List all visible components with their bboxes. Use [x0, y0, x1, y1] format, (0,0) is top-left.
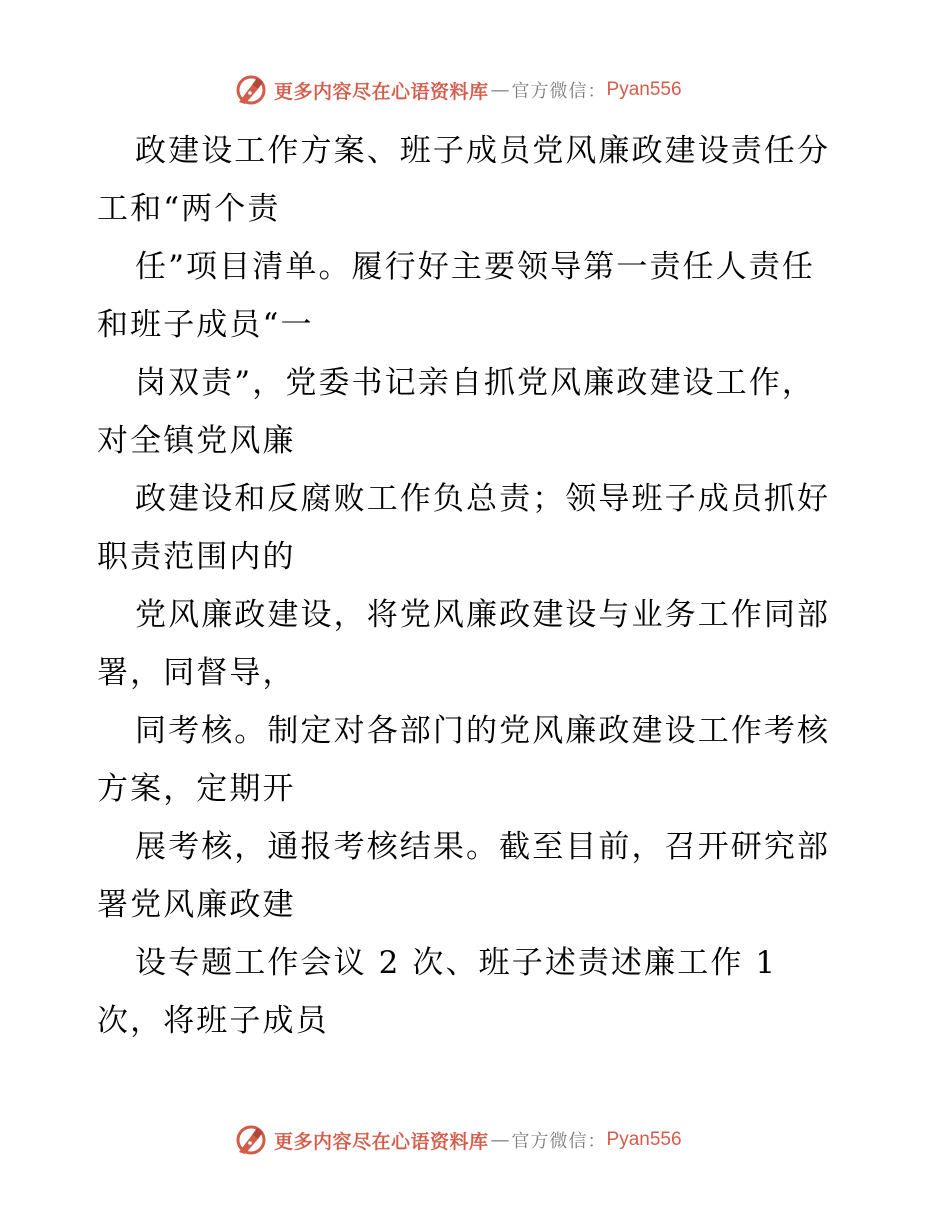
text-line: 岗双责”，党委书记亲自抓党风廉政建设工作， [135, 365, 815, 401]
banner-contact-id: Pyan556 [606, 1129, 682, 1150]
banner-dash: — [490, 1129, 510, 1151]
banner-contact-label: 官方微信： [511, 81, 607, 102]
text-line: 署党风廉政建 [97, 887, 296, 923]
text-line: 任”项目清单。履行好主要领导第一责任人责任 [135, 249, 815, 285]
text-line: 党风廉政建设，将党风廉政建设与业务工作同部 [135, 597, 831, 633]
text-line: 政建设工作方案、班子成员党风廉政建设责任分 [135, 133, 831, 169]
banner-title: 更多内容尽在心语资料库 [274, 1130, 489, 1153]
text-line: 职责范围内的 [97, 539, 296, 575]
text-line: 对全镇党风廉 [97, 423, 296, 459]
banner-title: 更多内容尽在心语资料库 [274, 80, 489, 103]
pen-nib-logo-icon [234, 73, 268, 107]
banner-dash: — [490, 79, 510, 101]
text-line: 次，将班子成员 [97, 1003, 329, 1039]
text-line: 和班子成员“一 [97, 307, 314, 343]
pen-nib-logo-icon [234, 1123, 268, 1157]
text-line: 同考核。制定对各部门的党风廉政建设工作考核 [135, 713, 831, 749]
text-line: 政建设和反腐败工作负总责；领导班子成员抓好 [135, 481, 831, 517]
banner-contact-label: 官方微信： [511, 1131, 607, 1152]
text-line: 展考核，通报考核结果。截至目前，召开研究部 [135, 829, 831, 865]
text-line: 工和“两个责 [97, 191, 281, 227]
text-line: 设专题工作会议 2 次、班子述责述廉工作 1 [135, 945, 778, 981]
text-line: 署，同督导， [97, 655, 296, 691]
footer-banner [234, 1122, 682, 1158]
text-line: 方案，定期开 [97, 771, 296, 807]
body-text [97, 122, 857, 1050]
banner-contact-id: Pyan556 [606, 79, 682, 100]
header-banner [234, 72, 682, 108]
